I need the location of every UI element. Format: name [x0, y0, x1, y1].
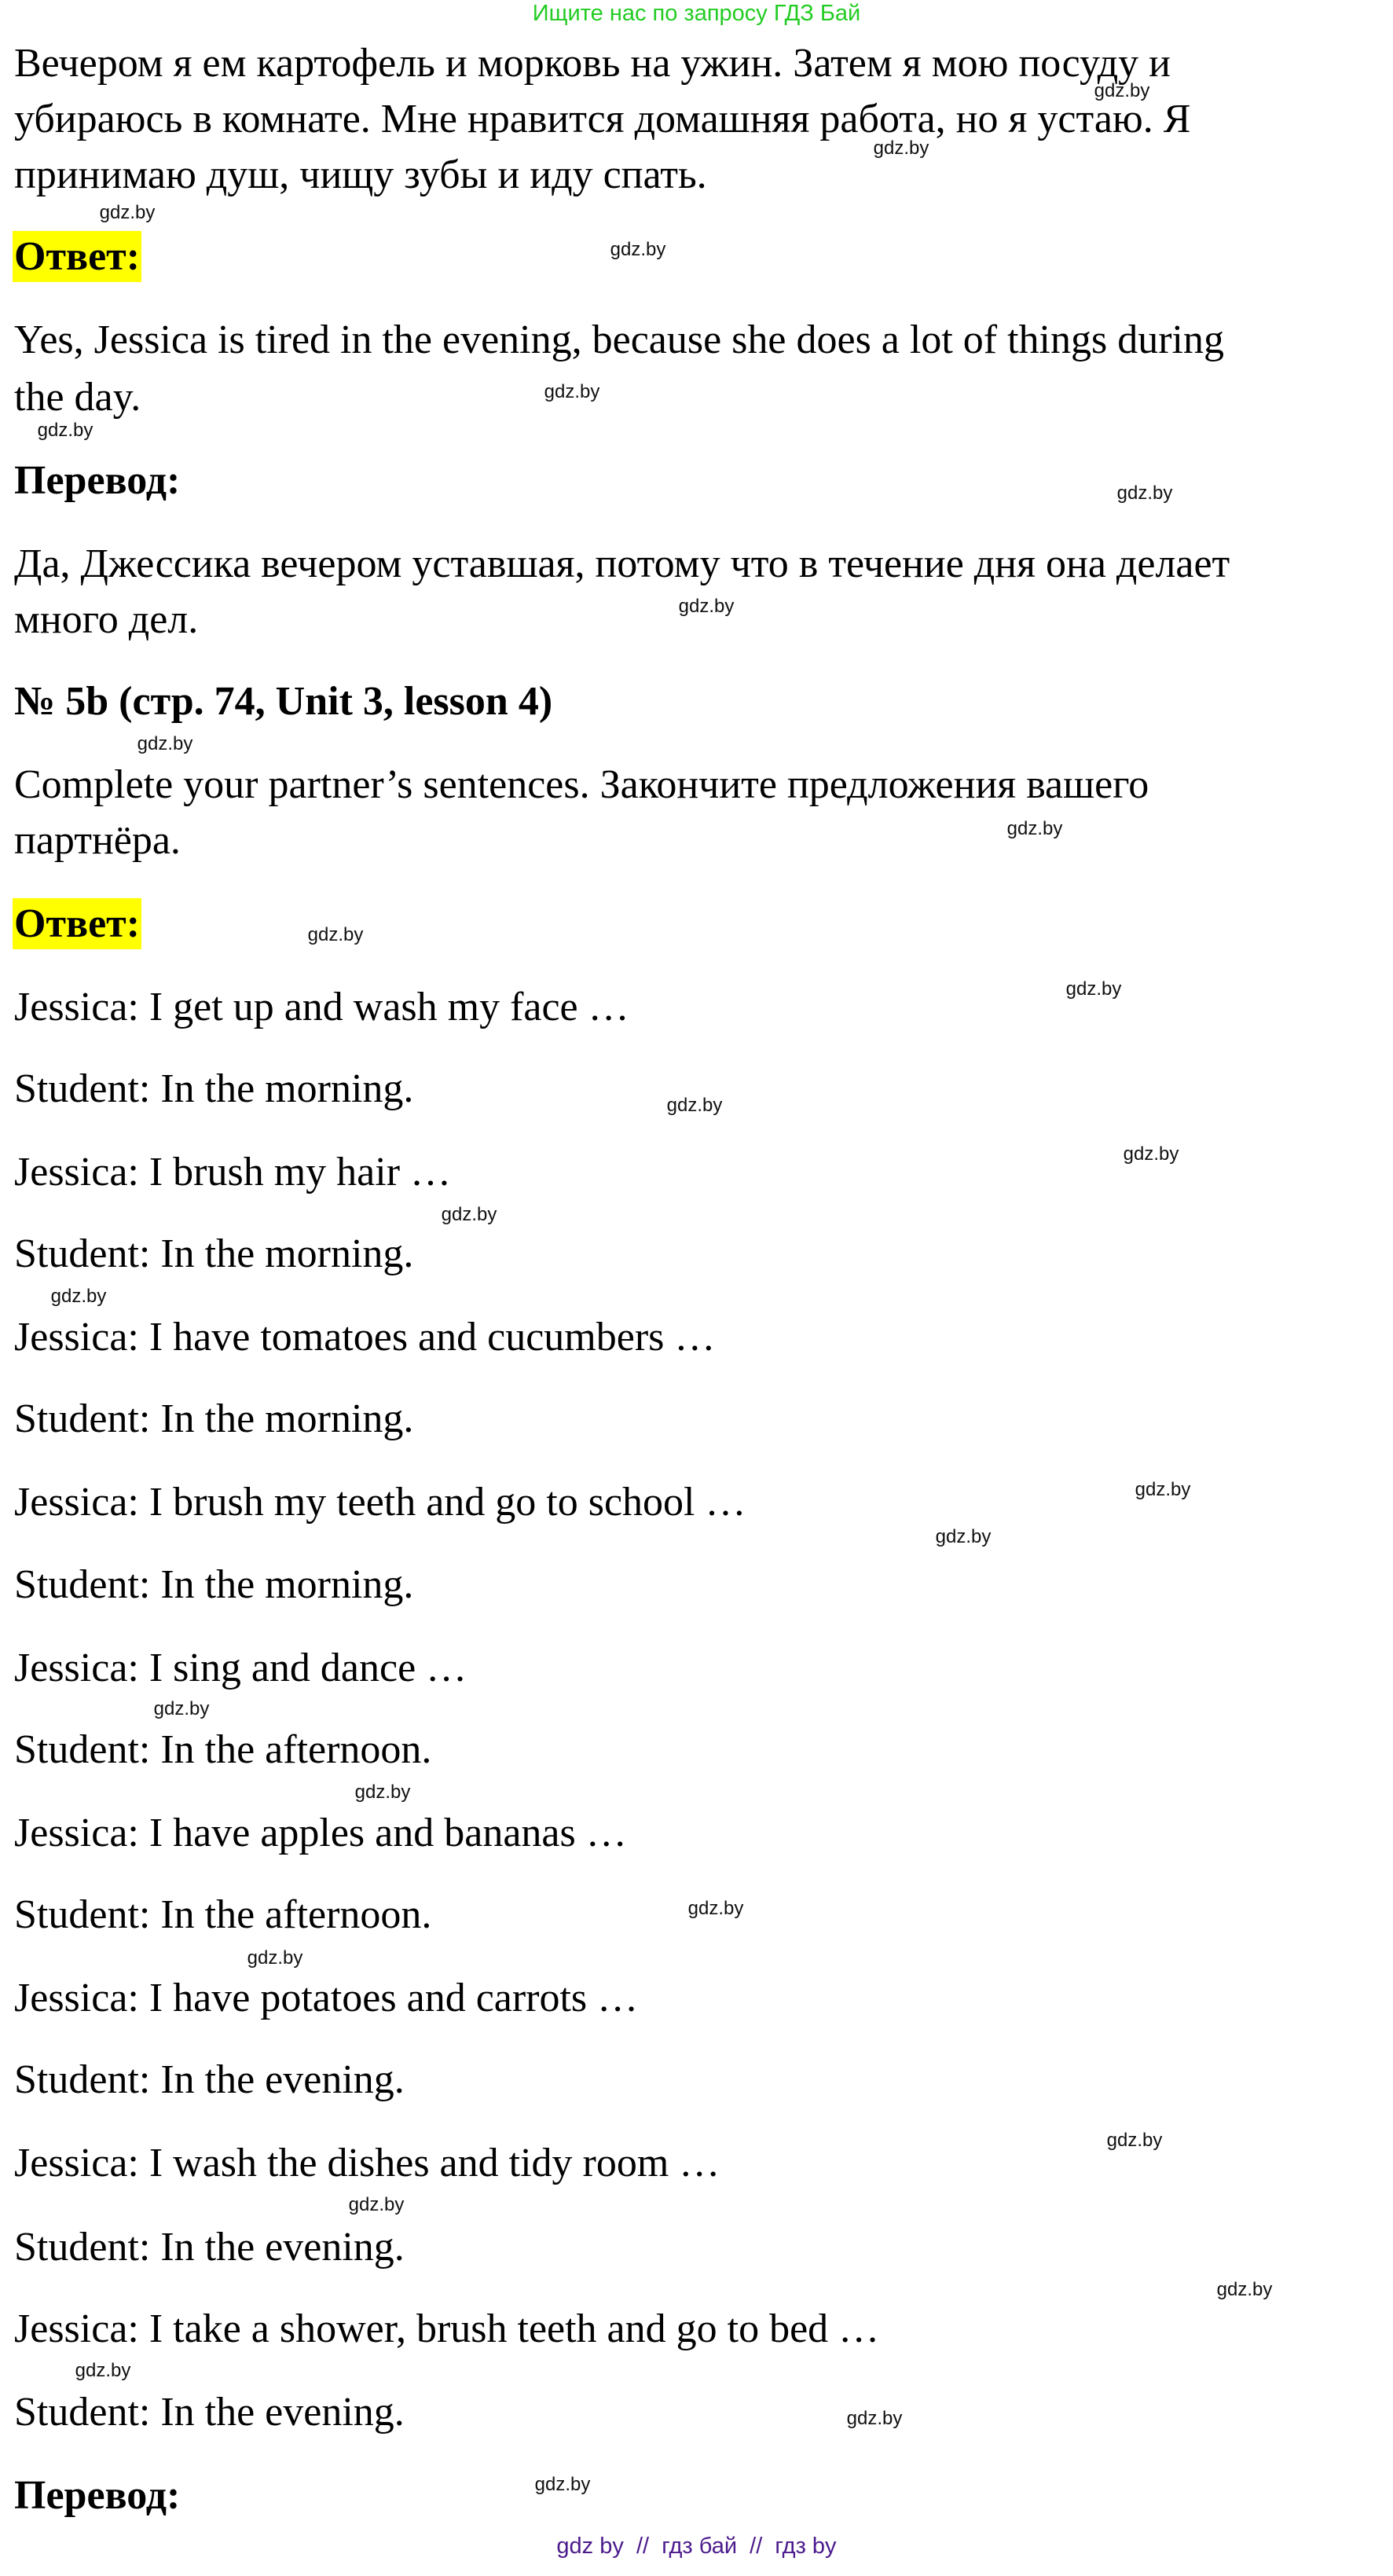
watermark: gdz.by	[935, 1526, 992, 1547]
dialogue-line: Student: In the afternoon.	[14, 1892, 432, 1937]
dialogue-line: Jessica: I sing and dance …	[14, 1645, 467, 1690]
exercise-task-line: Complete your partner’s sentences. Закончите предложения вашего	[14, 761, 1149, 807]
intro-line: убираюсь в комнате. Мне нравится домашняя работа, но я устаю. Я	[14, 96, 1191, 141]
translation-label: Перевод:	[14, 457, 181, 503]
watermark: gdz.by	[348, 2194, 405, 2215]
dialogue-line: Student: In the evening.	[14, 2057, 405, 2102]
dialogue-line: Student: In the evening.	[14, 2389, 405, 2435]
answer-line: Yes, Jessica is tired in the evening, because she does a lot of things during	[14, 317, 1224, 362]
site-search-banner: Ищите нас по запросу ГДЗ Бай	[532, 1, 861, 26]
watermark: gdz.by	[1065, 978, 1122, 1000]
dialogue-line: Student: In the morning.	[14, 1066, 414, 1111]
dialogue-line: Student: In the afternoon.	[14, 1727, 432, 1772]
watermark: gdz.by	[247, 1947, 303, 1969]
watermark: gdz.by	[1094, 80, 1150, 101]
translation-label-2: Перевод:	[14, 2472, 181, 2518]
watermark: gdz.by	[441, 1204, 497, 1225]
translation-line: много дел.	[14, 596, 199, 642]
watermark: gdz.by	[50, 1286, 107, 1307]
watermark: gdz.by	[1123, 1143, 1179, 1165]
dialogue-line: Jessica: I have apples and bananas …	[14, 1810, 627, 1855]
intro-line: принимаю душ, чищу зубы и иду спать.	[14, 152, 707, 197]
dialogue-line: Student: In the morning.	[14, 1396, 414, 1441]
watermark: gdz.by	[534, 2474, 591, 2495]
exercise-task-line: партнёра.	[14, 817, 181, 863]
translation-line: Да, Джессика вечером уставшая, потому что в течение дня она делает	[14, 541, 1230, 586]
watermark: gdz.by	[354, 1782, 411, 1803]
dialogue-line: Jessica: I get up and wash my face …	[14, 984, 629, 1029]
watermark: gdz.by	[137, 733, 193, 754]
dialogue-line: Jessica: I brush my hair …	[14, 1149, 452, 1194]
answer-label-2: Ответ:	[13, 898, 141, 949]
dialogue-line: Student: In the morning.	[14, 1231, 414, 1276]
dialogue-line: Jessica: I wash the dishes and tidy room …	[14, 2140, 720, 2185]
dialogue-line: Student: In the morning.	[14, 1561, 414, 1607]
intro-line: Вечером я ем картофель и морковь на ужин. Затем я мою посуду и	[14, 40, 1171, 86]
dialogue-line: Student: In the evening.	[14, 2224, 405, 2270]
dialogue-line: Jessica: I have tomatoes and cucumbers …	[14, 1314, 716, 1360]
watermark: gdz.by	[846, 2408, 903, 2429]
watermark: gdz.by	[1135, 1479, 1191, 1500]
watermark: gdz.by	[75, 2360, 131, 2381]
watermark: gdz.by	[37, 420, 93, 441]
watermark: gdz.by	[1106, 2130, 1163, 2151]
watermark: gdz.by	[1116, 483, 1173, 504]
watermark: gdz.by	[610, 239, 666, 260]
watermark: gdz.by	[153, 1698, 210, 1719]
dialogue-line: Jessica: I have potatoes and carrots …	[14, 1975, 639, 2020]
dialogue-line: Jessica: I brush my teeth and go to school …	[14, 1479, 746, 1525]
watermark: gdz.by	[873, 138, 929, 159]
watermark: gdz.by	[1216, 2279, 1273, 2300]
watermark: gdz.by	[687, 1898, 744, 1919]
watermark: gdz.by	[1006, 818, 1063, 839]
answer-line: the day.	[14, 374, 141, 420]
dialogue-line: Jessica: I take a shower, brush teeth and go to bed …	[14, 2306, 880, 2351]
watermark: gdz.by	[544, 381, 600, 402]
exercise-title: № 5b (стр. 74, Unit 3, lesson 4)	[14, 678, 553, 724]
answer-label: Ответ:	[13, 231, 141, 282]
footer-links[interactable]: gdz by // гдз бай // гдз by	[556, 2534, 837, 2559]
watermark: gdz.by	[307, 924, 364, 945]
watermark: gdz.by	[678, 596, 735, 617]
watermark: gdz.by	[99, 202, 156, 223]
watermark: gdz.by	[666, 1095, 723, 1116]
